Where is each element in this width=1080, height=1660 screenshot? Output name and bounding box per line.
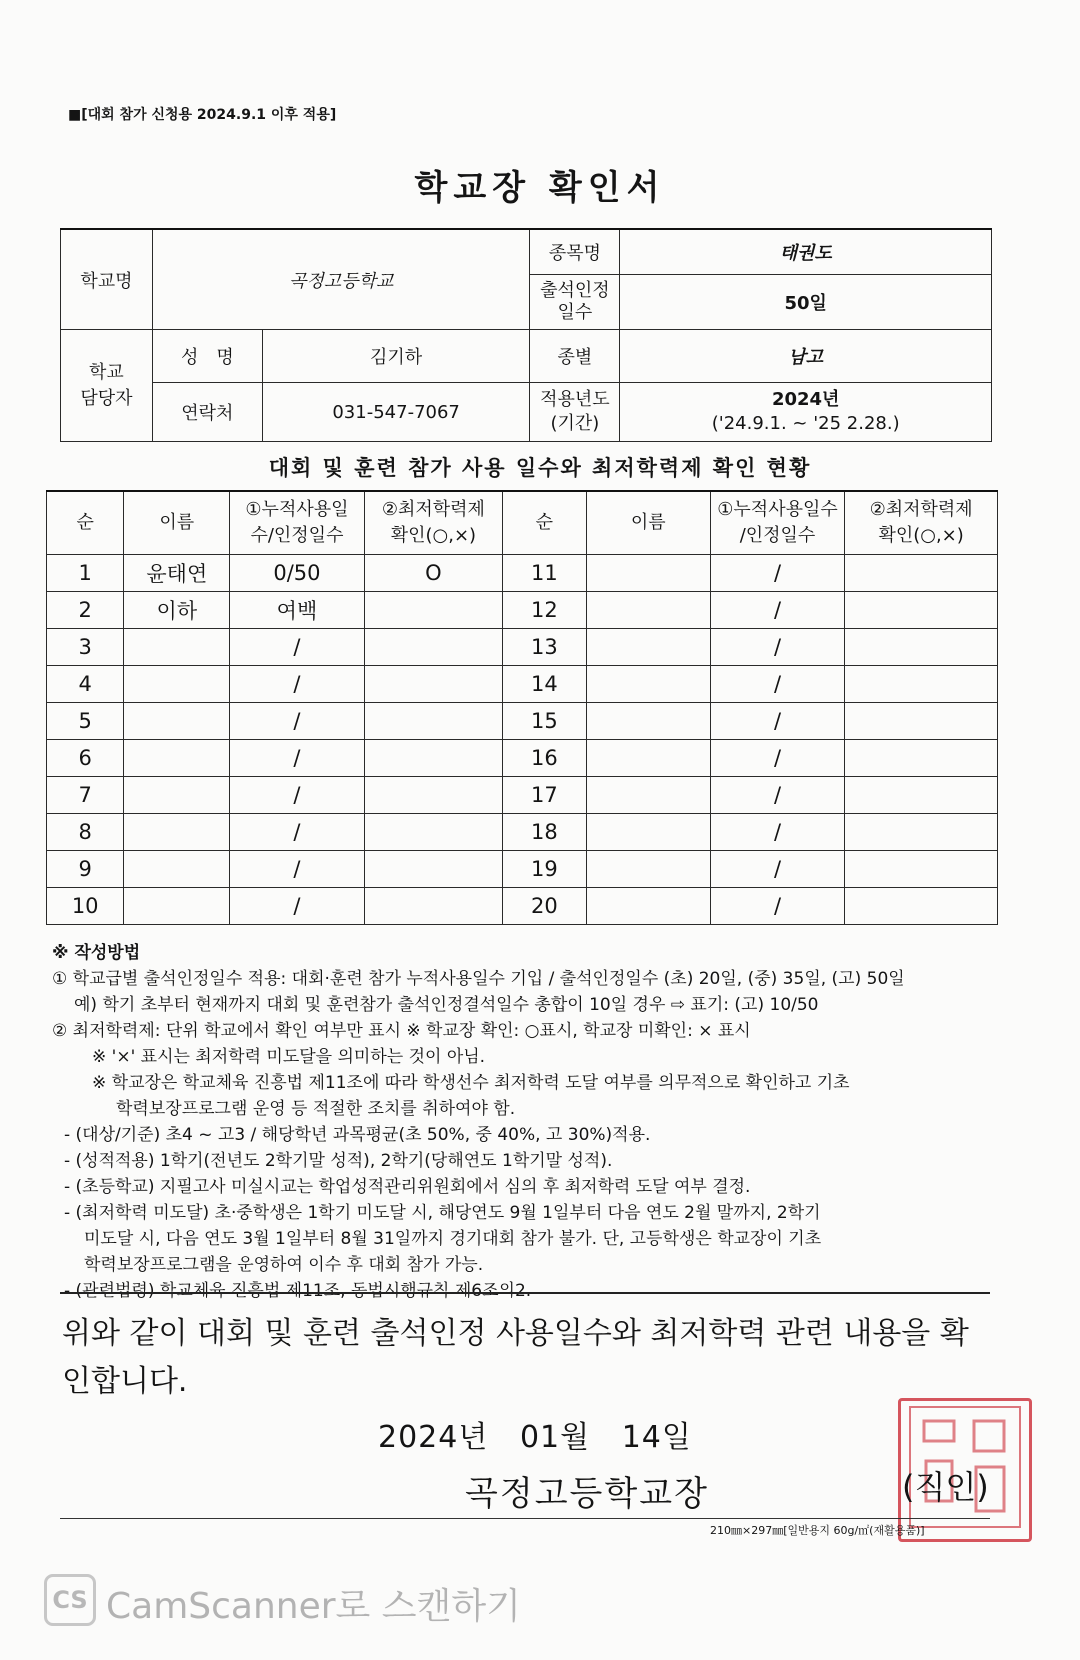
note-1a: ① 학교급별 출석인정일수 적용: 대회·훈련 참가 누적사용일수 기입 / 출석인정일수 (초) 20일, (중) 35일, (고) 50일 — [52, 969, 905, 989]
row-days-right: / — [710, 666, 844, 703]
header-days-right — [710, 491, 844, 555]
attendance-label-line1: 출석인정 — [540, 280, 610, 301]
manager-label — [61, 330, 153, 442]
row-name-right — [586, 555, 710, 592]
header-days-left-line2: 수/인정일수 — [250, 525, 344, 546]
issue-date — [378, 1412, 692, 1456]
row-check-right — [845, 777, 998, 814]
row-days-right: / — [710, 814, 844, 851]
row-name-right — [586, 777, 710, 814]
year-value: 2024년 — [771, 389, 840, 410]
school-value: 곡정고등학교 — [152, 229, 530, 330]
row-no-left: 8 — [47, 814, 124, 851]
year-label-line2: (기간) — [550, 413, 600, 434]
row-name-left — [124, 888, 230, 925]
row-days-left: / — [230, 629, 364, 666]
camscanner-logo: CS — [44, 1574, 96, 1626]
row-check-left — [364, 777, 502, 814]
row-check-right — [845, 666, 998, 703]
row-check-left — [364, 814, 502, 851]
header-academic-left-line1: ②최저학력제 — [381, 499, 485, 520]
row-check-left — [364, 888, 502, 925]
name-value: 김기하 — [262, 330, 530, 383]
table-row — [47, 555, 998, 592]
table-row — [47, 629, 998, 666]
manager-label-line1: 학교 — [89, 361, 124, 383]
note-2c: ※ 학교장은 학교체육 진흥법 제11조에 따라 학생선수 최저학력 도달 여부를 의무적으로 확인하고 기초 — [92, 1073, 850, 1093]
note-dash-2: - (성적적용) 1학기(전년도 2학기말 성적), 2학기(당해연도 1학기말 성적). — [64, 1151, 613, 1171]
row-name-right — [586, 703, 710, 740]
category-value: 남고 — [620, 330, 992, 383]
year-value-cell — [620, 383, 992, 442]
row-no-left: 2 — [47, 592, 124, 629]
year-label-line1: 적용년도 — [540, 389, 610, 410]
note-dash-1: - (대상/기준) 초4 ~ 고3 / 해당학년 과목평균(초 50%, 중 40%, 고 30%)적용. — [64, 1125, 651, 1145]
note-dash-4b: 미도달 시, 다음 연도 3월 1일부터 8월 31일까지 경기대회 참가 불가. 단, 고등학생은 학교장이 기초 — [84, 1229, 822, 1249]
row-check-left — [364, 629, 502, 666]
row-check-right — [845, 629, 998, 666]
header-days-right-line2: /인정일수 — [739, 525, 816, 546]
row-no-right: 12 — [503, 592, 586, 629]
row-no-right: 17 — [503, 777, 586, 814]
row-check-left — [364, 666, 502, 703]
note-dash-3: - (초등학교) 지필고사 미실시교는 학업성적관리위원회에서 심의 후 최저학력 도달 여부 결정. — [64, 1177, 751, 1197]
note-2a: ② 최저학력제: 단위 학교에서 확인 여부만 표시 ※ 학교장 확인: ○표시, 학교장 미확인: × 표시 — [52, 1021, 751, 1041]
header-academic-right — [845, 491, 998, 555]
row-check-right — [845, 555, 998, 592]
row-days-right: / — [710, 703, 844, 740]
note-dash-5: - (관련법령) 학교체육 진흥법 제11조, 동법시행규칙 제6조의2. — [64, 1281, 532, 1301]
camscanner-watermark: CamScanner로 스캔하기 — [106, 1586, 521, 1627]
header-academic-left — [364, 491, 502, 555]
row-check-left — [364, 851, 502, 888]
row-check-right — [845, 814, 998, 851]
attendance-value: 50일 — [620, 275, 992, 330]
info-table — [60, 228, 992, 442]
row-name-left: 이하 — [124, 592, 230, 629]
row-days-right: / — [710, 777, 844, 814]
period-value: ('24.9.1. ~ '25 2.28.) — [711, 413, 900, 434]
row-name-right — [586, 592, 710, 629]
row-days-left: / — [230, 703, 364, 740]
row-name-left: 윤태연 — [124, 555, 230, 592]
row-no-right: 18 — [503, 814, 586, 851]
row-no-right: 19 — [503, 851, 586, 888]
header-academic-right-line1: ②최저학력제 — [869, 499, 973, 520]
row-no-right: 11 — [503, 555, 586, 592]
date-year: 2024년 — [378, 1420, 489, 1455]
row-no-right: 16 — [503, 740, 586, 777]
header-note: ■[대회 참가 신청용 2024.9.1 이후 적용] — [68, 107, 337, 123]
header-days-left-line1: ①누적사용일 — [245, 499, 349, 520]
row-name-right — [586, 740, 710, 777]
participation-table — [46, 490, 998, 925]
row-days-right: / — [710, 740, 844, 777]
note-dash-4c: 학력보장프로그램을 운영하여 이수 후 대회 참가 가능. — [84, 1255, 484, 1275]
note-2d: 학력보장프로그램 운영 등 적절한 조치를 취하여야 함. — [116, 1099, 516, 1119]
row-name-right — [586, 814, 710, 851]
row-days-right: / — [710, 555, 844, 592]
table-row — [47, 814, 998, 851]
row-days-left: 여백 — [230, 592, 364, 629]
bottom-rule — [60, 1518, 990, 1519]
row-no-left: 5 — [47, 703, 124, 740]
header-name-right: 이름 — [586, 491, 710, 555]
row-check-left: O — [364, 555, 502, 592]
row-name-right — [586, 851, 710, 888]
divider-rule — [60, 1292, 990, 1294]
row-check-left — [364, 592, 502, 629]
row-name-right — [586, 888, 710, 925]
row-days-left: / — [230, 777, 364, 814]
document-title: 학교장 확인서 — [414, 168, 666, 208]
attendance-label — [530, 275, 620, 330]
header-days-left — [230, 491, 364, 555]
note-1b: 예) 학기 초부터 현재까지 대회 및 훈련참가 출석인정결석일수 총합이 10일 경우 ⇨ 표기: (고) 10/50 — [74, 995, 819, 1015]
contact-value: 031-547-7067 — [262, 383, 530, 442]
row-check-right — [845, 740, 998, 777]
sport-label: 종목명 — [530, 229, 620, 275]
table-row — [47, 740, 998, 777]
table-row — [47, 888, 998, 925]
row-no-right: 15 — [503, 703, 586, 740]
row-days-right: / — [710, 629, 844, 666]
row-check-left — [364, 703, 502, 740]
row-no-right: 20 — [503, 888, 586, 925]
row-no-left: 10 — [47, 888, 124, 925]
writing-instructions — [52, 940, 1002, 1304]
note-dash-4a: - (최저학력 미도달) 초·중학생은 1학기 미도달 시, 해당연도 9월 1일부터 다음 연도 2월 말까지, 2학기 — [64, 1203, 821, 1223]
row-name-right — [586, 666, 710, 703]
school-label: 학교명 — [61, 229, 153, 330]
sport-value: 태권도 — [620, 229, 992, 275]
manager-label-line2: 담당자 — [80, 387, 133, 409]
row-check-right — [845, 703, 998, 740]
row-name-left — [124, 703, 230, 740]
date-month: 01월 — [519, 1420, 591, 1455]
header-no-left: 순 — [47, 491, 124, 555]
row-name-left — [124, 851, 230, 888]
name-label: 성 명 — [152, 330, 262, 383]
table-body — [47, 555, 998, 925]
table-row — [47, 592, 998, 629]
year-label — [530, 383, 620, 442]
row-no-left: 1 — [47, 555, 124, 592]
row-days-right: / — [710, 592, 844, 629]
category-label: 종별 — [530, 330, 620, 383]
row-no-left: 7 — [47, 777, 124, 814]
row-no-right: 14 — [503, 666, 586, 703]
header-days-right-line1: ①누적사용일수 — [717, 499, 838, 520]
table-row — [47, 666, 998, 703]
contact-label: 연락처 — [152, 383, 262, 442]
header-name-left: 이름 — [124, 491, 230, 555]
row-no-right: 13 — [503, 629, 586, 666]
row-name-right — [586, 629, 710, 666]
row-days-left: / — [230, 666, 364, 703]
header-academic-right-line2: 확인(○,×) — [878, 525, 964, 546]
table-row — [47, 851, 998, 888]
row-name-left — [124, 814, 230, 851]
row-name-left — [124, 666, 230, 703]
row-check-right — [845, 592, 998, 629]
row-name-left — [124, 740, 230, 777]
row-check-right — [845, 888, 998, 925]
row-days-right: / — [710, 888, 844, 925]
row-days-left: / — [230, 888, 364, 925]
row-no-left: 3 — [47, 629, 124, 666]
principal-name: 곡정고등학교장 — [465, 1474, 709, 1514]
confirmation-text: 위와 같이 대회 및 훈련 출석인정 사용일수와 최저학력 관련 내용을 확인합니다. — [62, 1316, 969, 1399]
attendance-label-line2: 일수 — [557, 302, 593, 323]
row-name-left — [124, 777, 230, 814]
row-days-left: / — [230, 814, 364, 851]
row-no-left: 9 — [47, 851, 124, 888]
table-row — [47, 777, 998, 814]
row-days-left: / — [230, 851, 364, 888]
table-row — [47, 703, 998, 740]
row-no-left: 4 — [47, 666, 124, 703]
date-day: 14일 — [621, 1420, 692, 1455]
notes-heading: ※ 작성방법 — [52, 943, 141, 963]
seal-label: (직인) — [902, 1468, 989, 1506]
header-academic-left-line2: 확인(○,×) — [390, 525, 477, 546]
row-days-left: 0/50 — [230, 555, 364, 592]
row-days-right: / — [710, 851, 844, 888]
note-2b: ※ '×' 표시는 최저학력 미도달을 의미하는 것이 아님. — [92, 1047, 486, 1067]
section-title: 대회 및 훈련 참가 사용 일수와 최저학력제 확인 현황 — [268, 456, 812, 480]
paper-size-note: 210㎜×297㎜[일반용지 60g/㎡(재활용품)] — [710, 1524, 925, 1537]
row-check-right — [845, 851, 998, 888]
header-no-right: 순 — [503, 491, 586, 555]
row-check-left — [364, 740, 502, 777]
row-name-left — [124, 629, 230, 666]
row-no-left: 6 — [47, 740, 124, 777]
row-days-left: / — [230, 740, 364, 777]
